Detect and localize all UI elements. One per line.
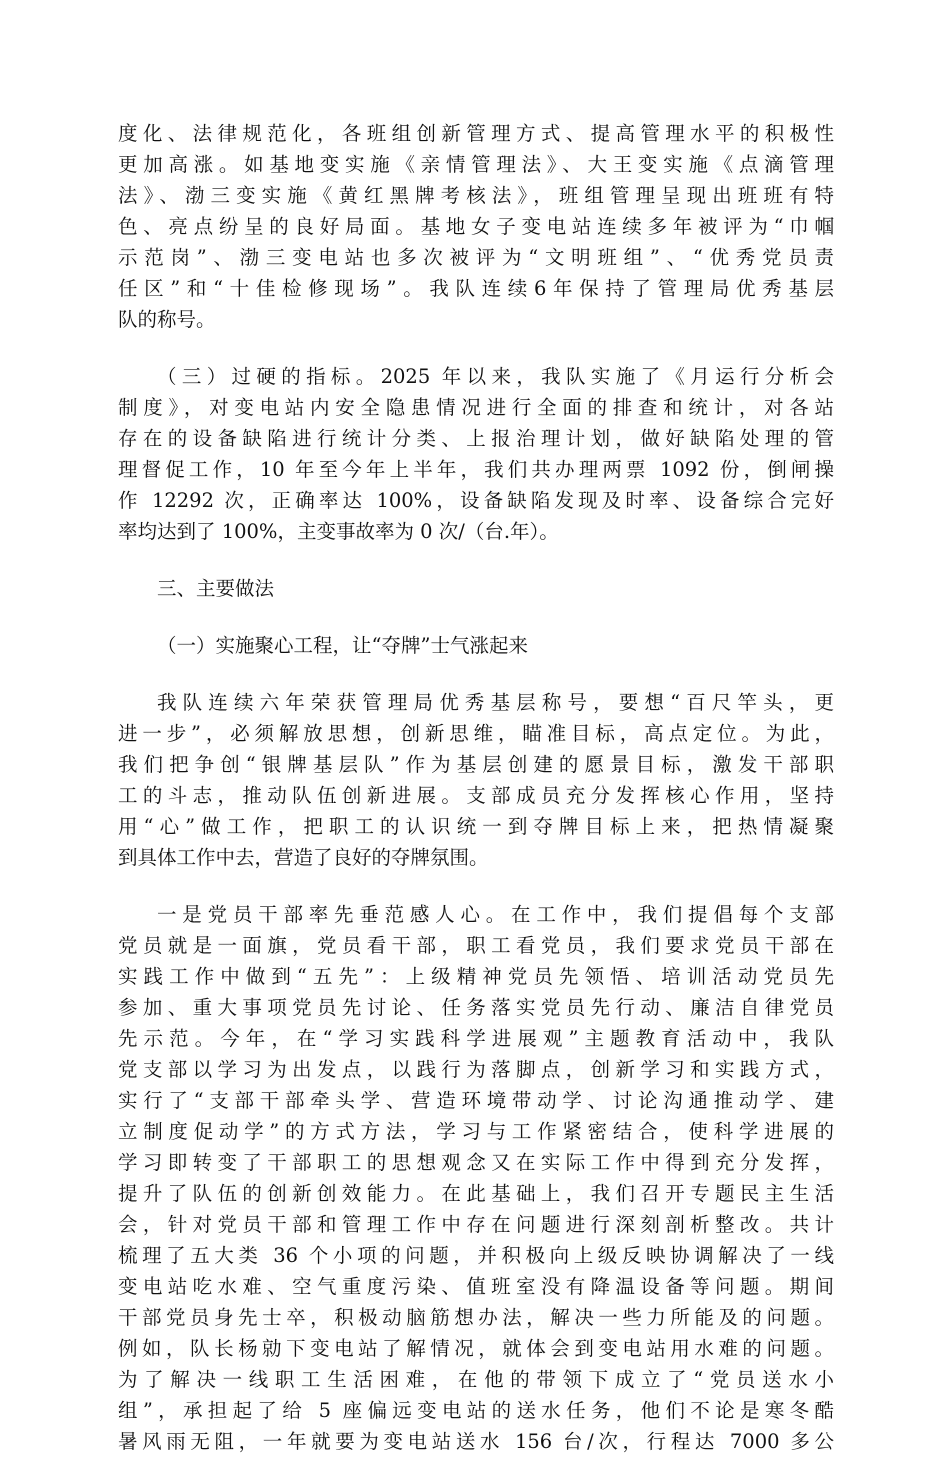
text-line: 实践工作中做到“五先”：上级精神党员先领悟、培训活动党员先 — [118, 965, 834, 988]
text-line: 学习即转变了干部职工的思想观念又在实际工作中得到充分发挥， — [118, 1151, 834, 1174]
paragraph-hard-indicators — [118, 361, 834, 547]
text-line: 实行了“支部干部牵头学、营造环境带动学、讨论沟通推动学、建 — [118, 1089, 834, 1112]
text-line: 进一步”，必须解放思想，创新思维，瞄准目标，高点定位。为此， — [118, 722, 834, 745]
text-line: 会，针对党员干部和管理工作中存在问题进行深刻剖析整改。共计 — [118, 1213, 834, 1236]
text-line: 为了解决一线职工生活困难，在他的带领下成立了“党员送水小 — [118, 1368, 834, 1391]
text-line: 一是党员干部率先垂范感人心。在工作中，我们提倡每个支部 — [157, 903, 834, 926]
paragraph-gap — [118, 604, 834, 630]
text-line: 度化、法律规范化，各班组创新管理方式、提高管理水平的积极性 — [118, 122, 834, 145]
section-heading: 三、主要做法 — [157, 577, 275, 600]
text-line: 例如，队长杨勍下变电站了解情况，就体会到变电站用水难的问题。 — [118, 1337, 834, 1360]
text-line: 法》、渤三变实施《黄红黑牌考核法》，班组管理呈现出班班有特 — [118, 184, 834, 207]
text-line: 党支部以学习为出发点，以践行为落脚点，创新学习和实践方式， — [118, 1058, 834, 1081]
subsection-heading: （一）实施聚心工程，让“夺牌”士气涨起来 — [157, 634, 528, 657]
text-line: 存在的设备缺陷进行统计分类、上报治理计划，做好缺陷处理的管 — [118, 427, 834, 450]
text-line: 提升了队伍的创新创效能力。在此基础上，我们召开专题民主生活 — [118, 1182, 834, 1205]
subsection-heading-cohesion-project — [118, 630, 834, 661]
text-line: 梳理了五大类 36 个小项的问题，并积极向上级反映协调解决了一线 — [118, 1244, 834, 1267]
text-line: 到具体工作中去，营造了良好的夺牌氛围。 — [118, 846, 489, 869]
text-line: 工的斗志，推动队伍创新进展。支部成员充分发挥核心作用，坚持 — [118, 784, 834, 807]
paragraph-gap — [118, 661, 834, 687]
text-line: 干部党员身先士卒，积极动脑筋想办法，解决一些力所能及的问题。 — [118, 1306, 834, 1329]
paragraph-gap — [118, 335, 834, 361]
text-line: （三）过硬的指标。2025 年以来，我队实施了《月运行分析会 — [157, 365, 834, 388]
text-line: 任区”和“十佳检修现场”。我队连续6年保持了管理局优秀基层 — [118, 277, 834, 300]
paragraph-gap — [118, 873, 834, 899]
text-line: 队的称号。 — [118, 308, 216, 331]
paragraph-party-members-lead — [118, 899, 834, 1457]
text-line: 变电站吃水难、空气重度污染、值班室没有降温设备等问题。期间 — [118, 1275, 834, 1298]
text-line: 先示范。今年，在“学习实践科学进展观”主题教育活动中，我队 — [118, 1027, 834, 1050]
text-line: 色、亮点纷呈的良好局面。基地女子变电站连续多年被评为“巾帼 — [118, 215, 834, 238]
paragraph-management-standardization — [118, 118, 834, 335]
text-line: 理督促工作，10 年至今年上半年，我们共办理两票 1092 份，倒闸操 — [118, 458, 834, 481]
text-line: 示范岗”、渤三变电站也多次被评为“文明班组”、“优秀党员责 — [118, 246, 834, 269]
text-line: 作 12292 次，正确率达 100%，设备缺陷发现及时率、设备综合完好 — [118, 489, 834, 512]
paragraph-gap — [118, 547, 834, 573]
text-line: 制度》，对变电站内安全隐患情况进行全面的排查和统计，对各站 — [118, 396, 834, 419]
text-line: 我们把争创“银牌基层队”作为基层创建的愿景目标，激发干部职 — [118, 753, 834, 776]
document-page — [118, 118, 834, 1457]
text-line: 我队连续六年荣获管理局优秀基层称号，要想“百尺竿头，更 — [157, 691, 834, 714]
text-line: 党员就是一面旗，党员看干部，职工看党员，我们要求党员干部在 — [118, 934, 834, 957]
text-line: 率均达到了 100%，主变事故率为 0 次/（台.年）。 — [118, 520, 559, 543]
section-heading-main-practices — [118, 573, 834, 604]
paragraph-silver-medal-goal — [118, 687, 834, 873]
text-line: 立制度促动学”的方式方法，学习与工作紧密结合，使科学进展的 — [118, 1120, 834, 1143]
text-line: 参加、重大事项党员先讨论、任务落实党员先行动、廉洁自律党员 — [118, 996, 834, 1019]
text-line: 组”，承担起了给 5 座偏远变电站的送水任务，他们不论是寒冬酷 — [118, 1399, 834, 1422]
text-line: 暑风雨无阻，一年就要为变电站送水 156 台/次，行程达 7000 多公 — [118, 1430, 834, 1453]
text-line: 用“心”做工作，把职工的认识统一到夺牌目标上来，把热情凝聚 — [118, 815, 834, 838]
text-line: 更加高涨。如基地变实施《亲情管理法》、大王变实施《点滴管理 — [118, 153, 834, 176]
